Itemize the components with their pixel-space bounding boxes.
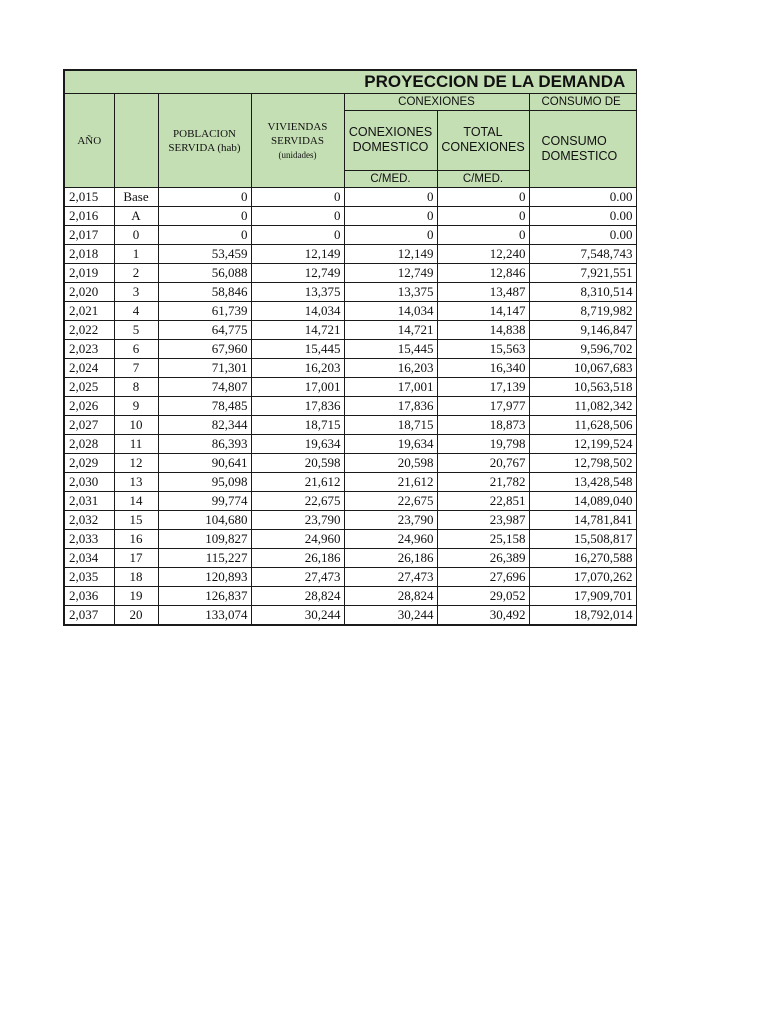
year-cell[interactable]: 2,018 — [64, 245, 114, 264]
header-conexiones-domestico — [344, 111, 437, 171]
consumo-domestico-cell[interactable]: 9,596,702 — [529, 340, 636, 359]
viviendas-cell[interactable]: 0 — [251, 188, 344, 207]
consumo-domestico-cell[interactable]: 10,563,518 — [529, 378, 636, 397]
header-poblacion — [158, 94, 251, 188]
total-conexiones-cell[interactable]: 26,389 — [437, 549, 529, 568]
conexiones-domestico-cell[interactable]: 22,675 — [344, 492, 437, 511]
viviendas-cell[interactable]: 23,790 — [251, 511, 344, 530]
index-cell[interactable]: 9 — [114, 397, 158, 416]
poblacion-cell[interactable]: 90,641 — [158, 454, 251, 473]
total-conexiones-cell[interactable]: 25,158 — [437, 530, 529, 549]
total-conexiones-cell[interactable]: 19,798 — [437, 435, 529, 454]
table-row — [64, 416, 636, 435]
year-cell[interactable]: 2,032 — [64, 511, 114, 530]
poblacion-cell[interactable]: 67,960 — [158, 340, 251, 359]
conexiones-domestico-cell[interactable]: 15,445 — [344, 340, 437, 359]
consumo-domestico-cell[interactable]: 12,199,524 — [529, 435, 636, 454]
total-conexiones-cell[interactable]: 0 — [437, 226, 529, 245]
year-cell[interactable]: 2,019 — [64, 264, 114, 283]
header-index-blank — [114, 94, 158, 188]
index-cell[interactable]: 0 — [114, 226, 158, 245]
viviendas-cell[interactable]: 20,598 — [251, 454, 344, 473]
total-conexiones-cell[interactable]: 23,987 — [437, 511, 529, 530]
poblacion-cell[interactable]: 95,098 — [158, 473, 251, 492]
header-total-conex-line1: TOTAL — [463, 125, 503, 140]
unit-cmed-conexiones: C/MED. — [344, 170, 437, 187]
viviendas-cell[interactable]: 17,836 — [251, 397, 344, 416]
header-total-conexiones — [437, 111, 529, 171]
viviendas-cell[interactable]: 12,749 — [251, 264, 344, 283]
consumo-domestico-cell[interactable]: 10,067,683 — [529, 359, 636, 378]
header-consumo-line2: DOMESTICO — [541, 149, 618, 163]
index-cell[interactable]: 16 — [114, 530, 158, 549]
total-conexiones-cell[interactable]: 12,240 — [437, 245, 529, 264]
conexiones-domestico-cell[interactable]: 18,715 — [344, 416, 437, 435]
index-cell[interactable]: 20 — [114, 606, 158, 626]
demand-projection-table — [63, 69, 637, 626]
year-cell[interactable]: 2,017 — [64, 226, 114, 245]
viviendas-cell[interactable]: 21,612 — [251, 473, 344, 492]
year-cell[interactable]: 2,033 — [64, 530, 114, 549]
conexiones-domestico-cell[interactable]: 16,203 — [344, 359, 437, 378]
total-conexiones-cell[interactable]: 12,846 — [437, 264, 529, 283]
table-row — [64, 321, 636, 340]
total-conexiones-cell[interactable]: 20,767 — [437, 454, 529, 473]
table-row — [64, 283, 636, 302]
total-conexiones-cell[interactable]: 14,838 — [437, 321, 529, 340]
poblacion-cell[interactable]: 58,846 — [158, 283, 251, 302]
viviendas-cell[interactable]: 26,186 — [251, 549, 344, 568]
conexiones-domestico-cell[interactable]: 26,186 — [344, 549, 437, 568]
year-cell[interactable]: 2,022 — [64, 321, 114, 340]
poblacion-cell[interactable]: 78,485 — [158, 397, 251, 416]
conexiones-domestico-cell[interactable]: 17,001 — [344, 378, 437, 397]
viviendas-cell[interactable]: 27,473 — [251, 568, 344, 587]
consumo-domestico-cell[interactable]: 14,781,841 — [529, 511, 636, 530]
header-viviendas — [251, 94, 344, 188]
viviendas-cell[interactable]: 28,824 — [251, 587, 344, 606]
total-conexiones-cell[interactable]: 29,052 — [437, 587, 529, 606]
group-consumo: CONSUMO DE — [529, 94, 636, 111]
year-cell[interactable]: 2,035 — [64, 568, 114, 587]
year-cell[interactable]: 2,030 — [64, 473, 114, 492]
consumo-domestico-cell[interactable]: 16,270,588 — [529, 549, 636, 568]
total-conexiones-cell[interactable]: 18,873 — [437, 416, 529, 435]
index-cell[interactable]: 11 — [114, 435, 158, 454]
conexiones-domestico-cell[interactable]: 17,836 — [344, 397, 437, 416]
index-cell[interactable]: 7 — [114, 359, 158, 378]
index-cell[interactable]: 2 — [114, 264, 158, 283]
unit-cmed-total: C/MED. — [437, 170, 529, 187]
index-cell[interactable]: 17 — [114, 549, 158, 568]
poblacion-cell[interactable]: 86,393 — [158, 435, 251, 454]
year-cell[interactable]: 2,028 — [64, 435, 114, 454]
conexiones-domestico-cell[interactable]: 0 — [344, 207, 437, 226]
header-consumo-line1: CONSUMO — [541, 134, 607, 148]
consumo-domestico-cell[interactable]: 8,719,982 — [529, 302, 636, 321]
consumo-domestico-cell[interactable]: 8,310,514 — [529, 283, 636, 302]
index-cell[interactable]: 1 — [114, 245, 158, 264]
poblacion-cell[interactable]: 0 — [158, 207, 251, 226]
year-cell[interactable]: 2,029 — [64, 454, 114, 473]
total-conexiones-cell[interactable]: 17,139 — [437, 378, 529, 397]
header-viviendas-line1: VIVIENDAS — [267, 120, 328, 133]
consumo-domestico-cell[interactable]: 12,798,502 — [529, 454, 636, 473]
table-row — [64, 245, 636, 264]
conexiones-domestico-cell[interactable]: 12,749 — [344, 264, 437, 283]
poblacion-cell[interactable]: 53,459 — [158, 245, 251, 264]
conexiones-domestico-cell[interactable]: 27,473 — [344, 568, 437, 587]
index-cell[interactable]: 3 — [114, 283, 158, 302]
viviendas-cell[interactable]: 30,244 — [251, 606, 344, 626]
index-cell[interactable]: 19 — [114, 587, 158, 606]
table-row — [64, 435, 636, 454]
total-conexiones-cell[interactable]: 14,147 — [437, 302, 529, 321]
year-cell[interactable]: 2,025 — [64, 378, 114, 397]
header-anio — [64, 94, 114, 188]
viviendas-cell[interactable]: 15,445 — [251, 340, 344, 359]
table-row — [64, 454, 636, 473]
total-conexiones-cell[interactable]: 27,696 — [437, 568, 529, 587]
poblacion-cell[interactable]: 126,837 — [158, 587, 251, 606]
conexiones-domestico-cell[interactable]: 19,634 — [344, 435, 437, 454]
total-conexiones-cell[interactable]: 13,487 — [437, 283, 529, 302]
consumo-domestico-cell[interactable]: 13,428,548 — [529, 473, 636, 492]
total-conexiones-cell[interactable]: 16,340 — [437, 359, 529, 378]
year-cell[interactable]: 2,023 — [64, 340, 114, 359]
year-cell[interactable]: 2,016 — [64, 207, 114, 226]
poblacion-cell[interactable]: 64,775 — [158, 321, 251, 340]
conexiones-domestico-cell[interactable]: 14,721 — [344, 321, 437, 340]
table-title: PROYECCION DE LA DEMANDA — [64, 70, 636, 94]
consumo-domestico-cell[interactable]: 17,909,701 — [529, 587, 636, 606]
conexiones-domestico-cell[interactable]: 30,244 — [344, 606, 437, 626]
poblacion-cell[interactable]: 115,227 — [158, 549, 251, 568]
poblacion-cell[interactable]: 74,807 — [158, 378, 251, 397]
index-cell[interactable]: 15 — [114, 511, 158, 530]
poblacion-cell[interactable]: 109,827 — [158, 530, 251, 549]
group-conexiones: CONEXIONES — [344, 94, 529, 111]
table-row — [64, 188, 636, 207]
poblacion-cell[interactable]: 71,301 — [158, 359, 251, 378]
header-viviendas-line3: (unidades) — [278, 149, 317, 160]
consumo-domestico-cell[interactable]: 0.00 — [529, 226, 636, 245]
table-row — [64, 549, 636, 568]
table-row — [64, 606, 636, 626]
viviendas-cell[interactable]: 17,001 — [251, 378, 344, 397]
table-row — [64, 302, 636, 321]
index-cell[interactable]: Base — [114, 188, 158, 207]
viviendas-cell[interactable]: 0 — [251, 226, 344, 245]
table-row — [64, 340, 636, 359]
total-conexiones-cell[interactable]: 0 — [437, 188, 529, 207]
index-cell[interactable]: 5 — [114, 321, 158, 340]
poblacion-cell[interactable]: 120,893 — [158, 568, 251, 587]
header-conex-dom-line2: DOMESTICO — [352, 140, 429, 155]
conexiones-domestico-cell[interactable]: 13,375 — [344, 283, 437, 302]
consumo-domestico-cell[interactable]: 15,508,817 — [529, 530, 636, 549]
viviendas-cell[interactable]: 24,960 — [251, 530, 344, 549]
total-conexiones-cell[interactable]: 30,492 — [437, 606, 529, 626]
conexiones-domestico-cell[interactable]: 28,824 — [344, 587, 437, 606]
conexiones-domestico-cell[interactable]: 12,149 — [344, 245, 437, 264]
total-conexiones-cell[interactable]: 0 — [437, 207, 529, 226]
poblacion-cell[interactable]: 0 — [158, 226, 251, 245]
year-cell[interactable]: 2,020 — [64, 283, 114, 302]
poblacion-cell[interactable]: 82,344 — [158, 416, 251, 435]
consumo-domestico-cell[interactable]: 11,082,342 — [529, 397, 636, 416]
consumo-domestico-cell[interactable]: 17,070,262 — [529, 568, 636, 587]
conexiones-domestico-cell[interactable]: 24,960 — [344, 530, 437, 549]
year-cell[interactable]: 2,024 — [64, 359, 114, 378]
index-cell[interactable]: 14 — [114, 492, 158, 511]
index-cell[interactable]: 4 — [114, 302, 158, 321]
conexiones-domestico-cell[interactable]: 20,598 — [344, 454, 437, 473]
conexiones-domestico-cell[interactable]: 23,790 — [344, 511, 437, 530]
header-consumo-domestico — [529, 111, 636, 188]
index-cell[interactable]: 8 — [114, 378, 158, 397]
poblacion-cell[interactable]: 0 — [158, 188, 251, 207]
year-cell[interactable]: 2,037 — [64, 606, 114, 626]
consumo-domestico-cell[interactable]: 9,146,847 — [529, 321, 636, 340]
total-conexiones-cell[interactable]: 15,563 — [437, 340, 529, 359]
header-poblacion-line2: SERVIDA (hab) — [168, 141, 241, 154]
consumo-domestico-cell[interactable]: 7,921,551 — [529, 264, 636, 283]
conexiones-domestico-cell[interactable]: 14,034 — [344, 302, 437, 321]
poblacion-cell[interactable]: 56,088 — [158, 264, 251, 283]
table-row — [64, 226, 636, 245]
year-cell[interactable]: 2,031 — [64, 492, 114, 511]
table-row — [64, 264, 636, 283]
table-row — [64, 511, 636, 530]
table-row — [64, 473, 636, 492]
index-cell[interactable]: 6 — [114, 340, 158, 359]
table-row — [64, 587, 636, 606]
viviendas-cell[interactable]: 12,149 — [251, 245, 344, 264]
consumo-domestico-cell[interactable]: 11,628,506 — [529, 416, 636, 435]
conexiones-domestico-cell[interactable]: 0 — [344, 188, 437, 207]
viviendas-cell[interactable]: 13,375 — [251, 283, 344, 302]
year-cell[interactable]: 2,021 — [64, 302, 114, 321]
conexiones-domestico-cell[interactable]: 21,612 — [344, 473, 437, 492]
viviendas-cell[interactable]: 14,034 — [251, 302, 344, 321]
index-cell[interactable]: 12 — [114, 454, 158, 473]
viviendas-cell[interactable]: 18,715 — [251, 416, 344, 435]
index-cell[interactable]: 13 — [114, 473, 158, 492]
table-row — [64, 378, 636, 397]
index-cell[interactable]: 18 — [114, 568, 158, 587]
viviendas-cell[interactable]: 22,675 — [251, 492, 344, 511]
table-row — [64, 492, 636, 511]
consumo-domestico-cell[interactable]: 14,089,040 — [529, 492, 636, 511]
header-poblacion-line1: POBLACION — [173, 127, 236, 140]
header-conex-dom-line1: CONEXIONES — [348, 125, 433, 140]
index-cell[interactable]: 10 — [114, 416, 158, 435]
table-row — [64, 359, 636, 378]
year-cell[interactable]: 2,034 — [64, 549, 114, 568]
consumo-domestico-cell[interactable]: 7,548,743 — [529, 245, 636, 264]
total-conexiones-cell[interactable]: 21,782 — [437, 473, 529, 492]
total-conexiones-cell[interactable]: 17,977 — [437, 397, 529, 416]
table-row — [64, 207, 636, 226]
consumo-domestico-cell[interactable]: 0.00 — [529, 207, 636, 226]
header-total-conex-line2: CONEXIONES — [441, 140, 525, 155]
year-cell[interactable]: 2,015 — [64, 188, 114, 207]
poblacion-cell[interactable]: 133,074 — [158, 606, 251, 626]
total-conexiones-cell[interactable]: 22,851 — [437, 492, 529, 511]
spreadsheet-sheet — [63, 69, 633, 626]
poblacion-cell[interactable]: 99,774 — [158, 492, 251, 511]
poblacion-cell[interactable]: 61,739 — [158, 302, 251, 321]
viviendas-cell[interactable]: 14,721 — [251, 321, 344, 340]
viviendas-cell[interactable]: 16,203 — [251, 359, 344, 378]
conexiones-domestico-cell[interactable]: 0 — [344, 226, 437, 245]
viviendas-cell[interactable]: 0 — [251, 207, 344, 226]
viviendas-cell[interactable]: 19,634 — [251, 435, 344, 454]
year-cell[interactable]: 2,027 — [64, 416, 114, 435]
table-row — [64, 397, 636, 416]
year-cell[interactable]: 2,026 — [64, 397, 114, 416]
table-row — [64, 530, 636, 549]
year-cell[interactable]: 2,036 — [64, 587, 114, 606]
header-anio-label: AÑO — [77, 134, 102, 147]
consumo-domestico-cell[interactable]: 18,792,014 — [529, 606, 636, 626]
poblacion-cell[interactable]: 104,680 — [158, 511, 251, 530]
index-cell[interactable]: A — [114, 207, 158, 226]
header-viviendas-line2: SERVIDAS — [271, 134, 324, 147]
consumo-domestico-cell[interactable]: 0.00 — [529, 188, 636, 207]
table-row — [64, 568, 636, 587]
